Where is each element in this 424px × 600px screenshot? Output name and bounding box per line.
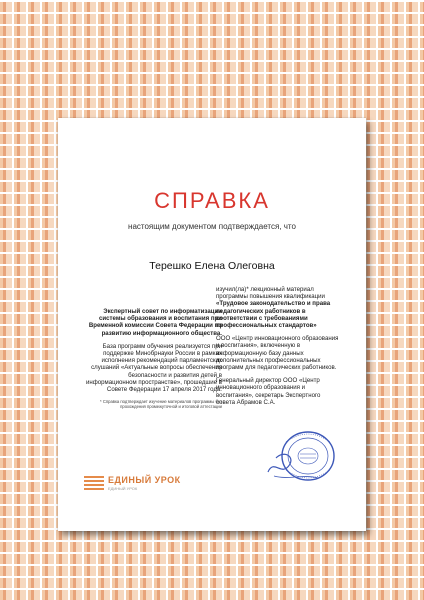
recipient-name: Терешко Елена Олеговна bbox=[149, 260, 275, 272]
stamp-seal bbox=[264, 428, 340, 490]
document-subtitle: настоящим документом подтверждается, что bbox=[128, 222, 296, 231]
logo-name: ЕДИНЫЙ УРОК bbox=[108, 475, 181, 485]
logo-stripes-icon bbox=[84, 476, 104, 490]
studied-prefix: изучил(ла)* лекционный материал программы повышения квалификации bbox=[216, 286, 325, 301]
certificate-sheet bbox=[58, 118, 366, 531]
signature-paragraph: Генеральный директор ООО «Центр инновационного образования и воспитания», секретарь Экспертного совета Абрамов С.А. bbox=[216, 377, 321, 406]
footnote: * Справка подтверждает изучение материалов программы без прохождения промежуточной и итоговой аттестации bbox=[100, 399, 222, 410]
organization-paragraph: ООО «Центр инновационного образования и воспитания», включенную в информационную базу данных дополнительных профессиональных программ для педагогических работников. bbox=[216, 335, 339, 372]
logo bbox=[84, 475, 181, 491]
right-column bbox=[216, 286, 341, 412]
base-paragraph: База программ обучения реализуется при поддержке Минобрнауки России в рамках исполнения рекомендаций парламентских слушаний «Актуальные вопросы обеспечения безопасности и развития детей в информационном пространстве», прошедшие в Совете Федерации 17 апреля 2017 года. bbox=[85, 342, 222, 394]
program-title: «Трудовое законодательство и права педагогических работников в соответствии с требованиями профессиональных стандартов» bbox=[216, 300, 331, 330]
logo-tagline: ЕДИНЫЙ УРОК bbox=[108, 486, 138, 491]
council-intro: Экспертный совет по информатизации системы образования и воспитания при Временной комиссии Совета Федерации по развитию информационного общества. bbox=[88, 308, 222, 337]
left-column bbox=[84, 308, 222, 409]
document-title: СПРАВКА bbox=[154, 188, 270, 213]
